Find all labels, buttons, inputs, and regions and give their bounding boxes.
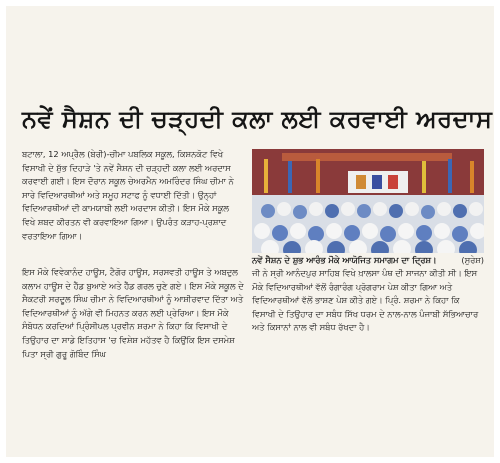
article-paragraph-3: ਜੀ ਨੇ ਸ੍ਰੀ ਆਨੰਦਪੁਰ ਸਾਹਿਬ ਵਿਖੇ ਖ਼ਾਲਸਾ ਪੰਥ ਦੀ ਸਾਜਨਾ ਕੀਤੀ ਸੀ। ਇਸ ਮੌਕੇ ਵਿਦਿਆਰਥੀਆਂ ਵੱਲੋਂ ਰੰਗਾਰੰਗ ਪ੍ਰੋਗਰਾਮ ਪੇਸ਼ ਕੀਤਾ ਗਿਆ ਅਤੇ ਵਿਦਿਆਰਥੀਆਂ ਵੱਲੋਂ ਭਾਸ਼ਣ ਪੇਸ਼ ਕੀਤੇ ਗਏ। ਪ੍ਰਿੰ. ਸ਼ਰਮਾ ਨੇ ਕਿਹਾ ਕਿ ਵਿਸਾਖੀ ਦੇ ਤਿਉਹਾਰ ਦਾ ਸਬੰਧ ਸਿੱਖ ਧਰਮ ਦੇ ਨਾਲ-ਨਾਲ ਪੰਜਾਬੀ ਸੱਭਿਆਚਾਰ ਅਤੇ ਕਿਸਾਨਾਂ ਨਾਲ ਵੀ ਸਬੰਧ ਰੱਖਦਾ ਹੈ। <box>252 268 479 333</box>
article-paragraph-2: ਇਸ ਮੌਕੇ ਵਿਵੇਕਾਨੰਦ ਹਾਊਸ, ਟੈਗੋਰ ਹਾਊਸ, ਸਰਸਵਤੀ ਹਾਊਸ ਤੇ ਅਬਦੁਲ ਕਲਾਮ ਹਾਊਸ ਦੇ ਹੈੱਡ ਬੁਆਏ ਅਤੇ ਹੈੱਡ ਗਰਲ ਚੁਣੇ ਗਏ। ਇਸ ਮੌਕੇ ਸਕੂਲ ਦੇ ਸੈਕਟਰੀ ਸਰਦੂਲ ਸਿੰਘ ਚੀਮਾ ਨੇ ਵਿਦਿਆਰਥੀਆਂ ਨੂੰ ਆਸ਼ੀਰਵਾਦ ਦਿੱਤਾ ਅਤੇ ਵਿਦਿਆਰਥੀਆਂ ਨੂੰ ਅੱਗੇ ਵੀ ਮਿਹਨਤ ਕਰਨ ਲਈ ਪ੍ਰੇਰਿਆ। ਇਸ ਮੌਕੇ ਸੰਬੋਧਨ ਕਰਦਿਆਂ ਪ੍ਰਿੰਸੀਪਲ ਪ੍ਰਵੀਨ ਸ਼ਰਮਾ ਨੇ ਕਿਹਾ ਕਿ ਵਿਸਾਖੀ ਦੇ ਤਿਉਹਾਰ ਦਾ ਸਾਡੇ ਇਤਿਹਾਸ 'ਚ ਵਿਸ਼ੇਸ਼ ਮਹੱਤਵ ਹੈ ਕਿਉਂਕਿ ਇਸ ਦਸਮੇਸ਼ ਪਿਤਾ ਸ੍ਰੀ ਗੁਰੂ ਗੋਬਿੰਦ ਸਿੰਘ <box>22 267 244 359</box>
event-photo <box>252 149 484 253</box>
photo-credit: (ਸੁਰੇਸ਼) <box>461 255 484 265</box>
article-paragraph-1 <box>22 148 244 243</box>
paragraph-1-text: ਚੀਮਾ ਪਬਲਿਕ ਸਕੂਲ, ਕਿਸ਼ਨਕੋਟ ਵਿਖੇ ਵਿਸਾਖੀ ਦੇ ਸ਼ੁੱਭ ਦਿਹਾੜੇ 'ਤੇ ਨਵੇਂ ਸੈਸ਼ਨ ਦੀ ਚੜ੍ਹਦੀ ਕਲਾ ਲਈ ਅਰਦਾਸ ਕਰਵਾਈ ਗਈ। ਇਸ ਦੌਰਾਨ ਸਕੂਲ ਚੇਅਰਮੈਨ ਅਮਰਿੰਦਰ ਸਿੰਘ ਚੀਮਾ ਨੇ ਸਾਰੇ ਵਿਦਿਆਰਥੀਆਂ ਅਤੇ ਸਮੂਹ ਸਟਾਫ ਨੂੰ ਵਧਾਈ ਦਿੱਤੀ। ਉਨ੍ਹਾਂ ਵਿਦਿਆਰਥੀਆਂ ਦੀ ਕਾਮਯਾਬੀ ਲਈ ਅਰਦਾਸ ਕੀਤੀ। ਇਸ ਮੌਕੇ ਸਕੂਲ ਵਿਖੇ ਸ਼ਬਦ ਕੀਰਤਨ ਵੀ ਕਰਵਾਇਆ ਗਿਆ। ਉਪਰੰਤ ਕੜਾਹ-ਪ੍ਰਸ਼ਾਦ ਵਰਤਾਇਆ ਗਿਆ। <box>22 149 234 241</box>
article-column-left <box>22 148 244 243</box>
article-dateline: ਬਟਾਲਾ, 12 ਅਪ੍ਰੈਲ (ਬੇਰੀ)- <box>22 149 110 159</box>
article-column-right <box>252 267 482 335</box>
article-column-left-bottom <box>22 266 244 361</box>
photo-caption <box>252 254 484 266</box>
event-photo-graphic <box>252 149 484 253</box>
article-headline: ਨਵੇਂ ਸੈਸ਼ਨ ਦੀ ਚੜ੍ਹਦੀ ਕਲਾ ਲਈ ਕਰਵਾਈ ਅਰਦਾਸ <box>22 105 493 133</box>
photo-caption-text: ਨਵੇਂ ਸੈਸ਼ਨ ਦੇ ਸ਼ੁਭ ਆਰੰਭ ਮੌਕੇ ਆਯੋਜਿਤ ਸਮਾਗਮ ਦਾ ਦ੍ਰਿਸ਼। <box>252 255 437 265</box>
